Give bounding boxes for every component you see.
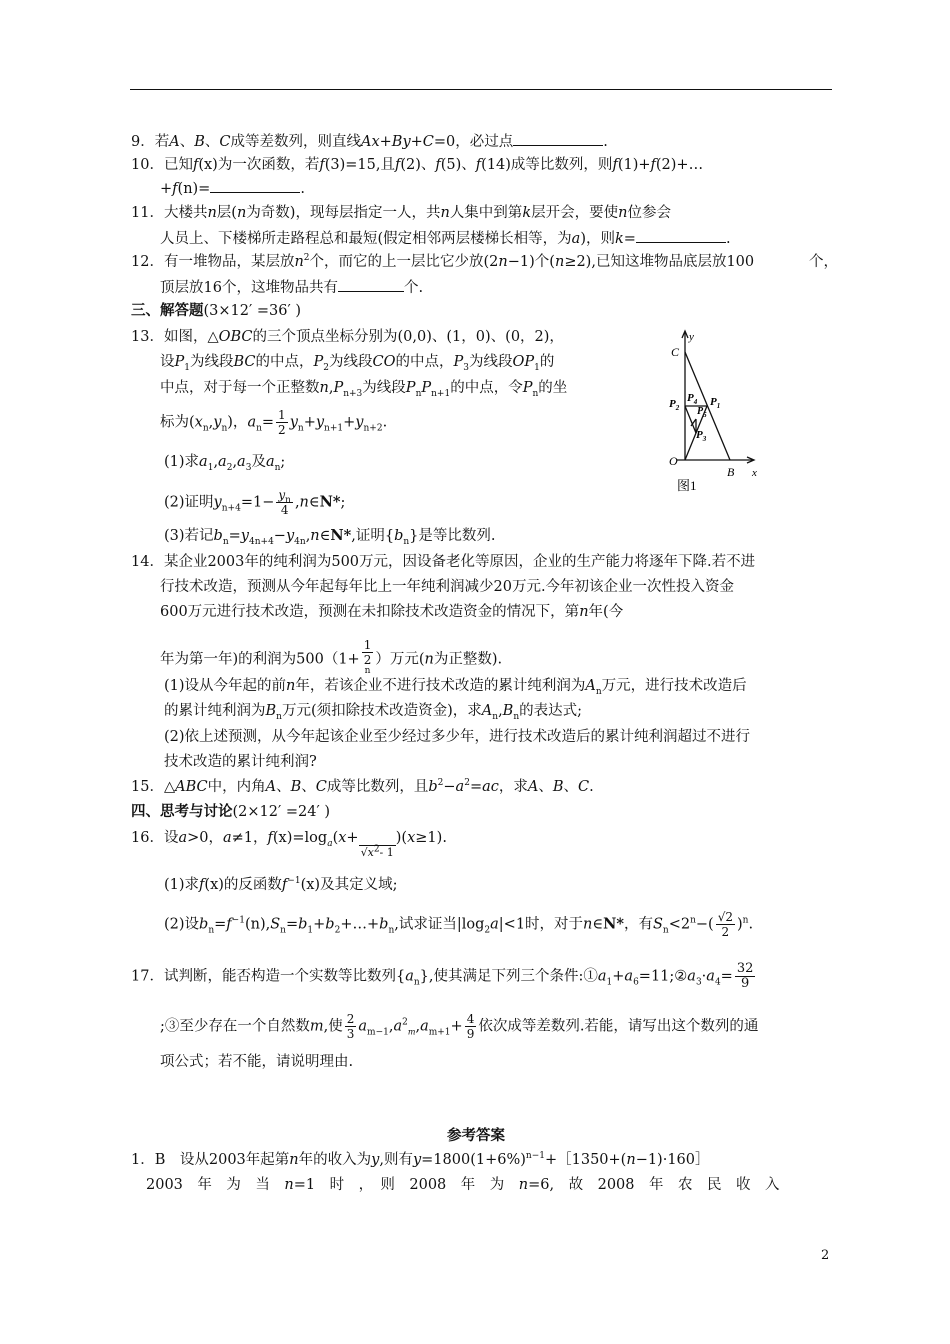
question-9: 9．若A、B、C成等差数列，则直线Ax+By+C=0，必过点 . — [131, 131, 608, 152]
section-3-heading: 三、解答题(3×12′ =36′ ) — [131, 302, 302, 319]
answer-1-line2: 2003 年 为 当 n=1 时 ， 则 2008 年 为 n=6, 故 2008 年 农 民 收 入 — [146, 1177, 780, 1193]
answer-blank — [513, 131, 603, 146]
sqrt-expression: $√x^2-$ 1 — [360, 844, 394, 859]
question-12-line2: 顶层放16个，这堆物品共有 个. — [160, 277, 423, 298]
answer-blank — [210, 178, 300, 193]
question-13-part1: (1)求$a_1,a_2,a_3$及$a_n$; — [164, 454, 286, 473]
question-17-line3: 项公式；若不能，请说明理由. — [160, 1054, 354, 1070]
page-number: 2 — [821, 1248, 830, 1263]
answer-blank — [338, 277, 404, 292]
question-11-line2: 人员上、下楼梯所走路程总和最短(假定相邻两层楼梯长相等，为a)，则k= . — [160, 228, 731, 249]
figure-1 — [655, 322, 780, 497]
label-P3: $P_3$ — [696, 429, 707, 443]
question-13-part2: (2)证明$y_{n+4}=1-$ $\frac{y_n}{4}$ ,n∈N*; — [164, 488, 346, 517]
answer-blank — [636, 228, 726, 243]
fraction: 1 2 $^n$ — [363, 638, 372, 676]
question-16-part1: (1)求f(x)的反函数$f^{-1}(x)$及其定义域; — [164, 876, 398, 893]
question-14-line3: 600万元进行技术改造，预测在未扣除技术改造资金的情况下，第n年(今 — [160, 604, 624, 620]
question-13-line4: 标为$(x_n,y_n)$，$a_n=$ $\frac{1}{2}$ $y_n+y_{n+1}+y_{n+2}$. — [160, 408, 388, 437]
figure-caption: 图1 — [677, 478, 697, 493]
fraction: $\frac{y_n}{4}$ — [278, 488, 291, 517]
question-14-line4: 年为第一年)的利润为500（1+ 1 2 $^n$ ）万元(n为正整数). — [160, 638, 502, 681]
label-P1: $P_1$ — [710, 396, 721, 410]
label-x: x — [752, 467, 757, 479]
question-17-line1: 17．试判断，能否构造一个实数等比数列$\{a_n\}$,使其满足下列三个条件$:①a_1+a_6=11;②a_3\cdot a_4=$ $\frac{32}{9}$ — [131, 961, 754, 991]
question-13-line2: 设$P_1$为线段BC的中点，$P_2$为线段CO的中点，$P_3$为线段$OP_1$的 — [160, 354, 555, 373]
question-14-part2-line2: 技术改造的累计纯利润? — [164, 754, 317, 770]
label-C: C — [671, 345, 680, 359]
question-12-line1: 12．有一堆物品，某层放$n^2$个，而它的上一层比它少放(2n−1)个(n≥2),已知这堆物品底层放100 — [131, 253, 755, 270]
label-O: O — [669, 454, 678, 468]
question-13-part3: (3)若记$b_n=y_{4n+4}-y_{4n},n\in N*$,证明$\{b_n\}$是等比数列. — [164, 527, 496, 547]
question-10-line2: +f(n)= . — [160, 178, 305, 199]
question-14-line2: 行技术改造，预测从今年起每年比上一年纯利润减少20万元.今年初该企业一次性投入资金 — [160, 579, 735, 595]
question-12-line1-end: 个， — [809, 254, 838, 270]
label-P2: $P_2$ — [669, 398, 680, 412]
label-P4: $P_4$ — [687, 392, 698, 406]
question-16-part2: (2)设$b_n=f^{-1}(n),S_n=b_1+b_2+\dots+b_n$,试求证当$|\log_2a|<1$时，对于n∈N*，有$S_n<2^n-$( $\frac{√2}{2}$ )$^n$. — [164, 910, 754, 939]
question-14-line1: 14．某企业2003年的纯利润为500万元，因设备老化等原因，企业的生产能力将逐年下降.若不进 — [131, 554, 756, 570]
question-17-line2: ;③至少存在一个自然数m,使 $\frac{2}{3}$ $a_{m-1},a^2_m,a_{m+1}+$ $\frac{4}{9}$ 依次成等差数列.若能，请写出这个数列的通 — [160, 1012, 759, 1041]
segment-P2P3 — [685, 406, 696, 433]
fraction: $\frac{2}{3}$ — [346, 1012, 355, 1041]
section-4-heading: 四、思考与讨论(2×12′ =24′ ) — [131, 803, 331, 820]
fraction: $\frac{4}{9}$ — [466, 1012, 475, 1041]
fraction: $\frac{1}{2}$ — [278, 408, 286, 437]
label-y: y — [689, 331, 694, 343]
question-14-part1-line1: (1)设从今年起的前n年，若该企业不进行技术改造的累计纯利润为$A_n$万元，进行技术改造后 — [164, 678, 747, 697]
question-13-line3: 中点，对于每一个正整数$n,P_{n+3}$为线段$P_nP_{n+1}$的中点，令$P_n$的坐 — [160, 380, 568, 399]
question-15: 15．△ABC中，内角A、B、C成等比数列，且$b^2-a^2=ac$，求A、B、C. — [131, 778, 594, 795]
answers-title: 参考答案 — [447, 1127, 505, 1144]
label-P5: $P_5$ — [697, 406, 707, 419]
fraction: $\frac{√2}{2}$ — [717, 910, 733, 939]
question-10-line1: 10．已知f(x)为一次函数，若f(3)=15,且f(2)、f(5)、f(14)成等比数列，则f(1)+f(2)+… — [131, 157, 704, 173]
label-B: B — [727, 465, 735, 479]
question-14-part2-line1: (2)依上述预测，从今年起该企业至少经过多少年，进行技术改造后的累计纯利润超过不进行 — [164, 729, 751, 745]
fraction: $\frac{32}{9}$ — [736, 961, 754, 991]
answer-1-line1: 1．B 设从2003年起第n年的收入为y,则有$y=1800(1+6\%)^{n-1}+[1350+(n-1)\cdot 160]$ — [131, 1151, 710, 1168]
question-16-line1: 16．设a>0，a≠1，$f(x)=\log_a(x+√x^2-$ 1)(x≥1). — [131, 828, 447, 849]
question-11-line1: 11．大楼共n层(n为奇数)，现每层指定一人，共n人集中到第k层开会，要使n位参会 — [131, 205, 671, 221]
header-rule — [130, 89, 832, 90]
question-13-line1: 13．如图，△OBC的三个顶点坐标分别为(0,0)、(1，0)、(0，2)， — [131, 329, 564, 345]
question-14-part1-line2: 的累计纯利润为$B_n$万元(须扣除技术改造资金)，求$A_n,B_n$的表达式; — [164, 703, 583, 722]
